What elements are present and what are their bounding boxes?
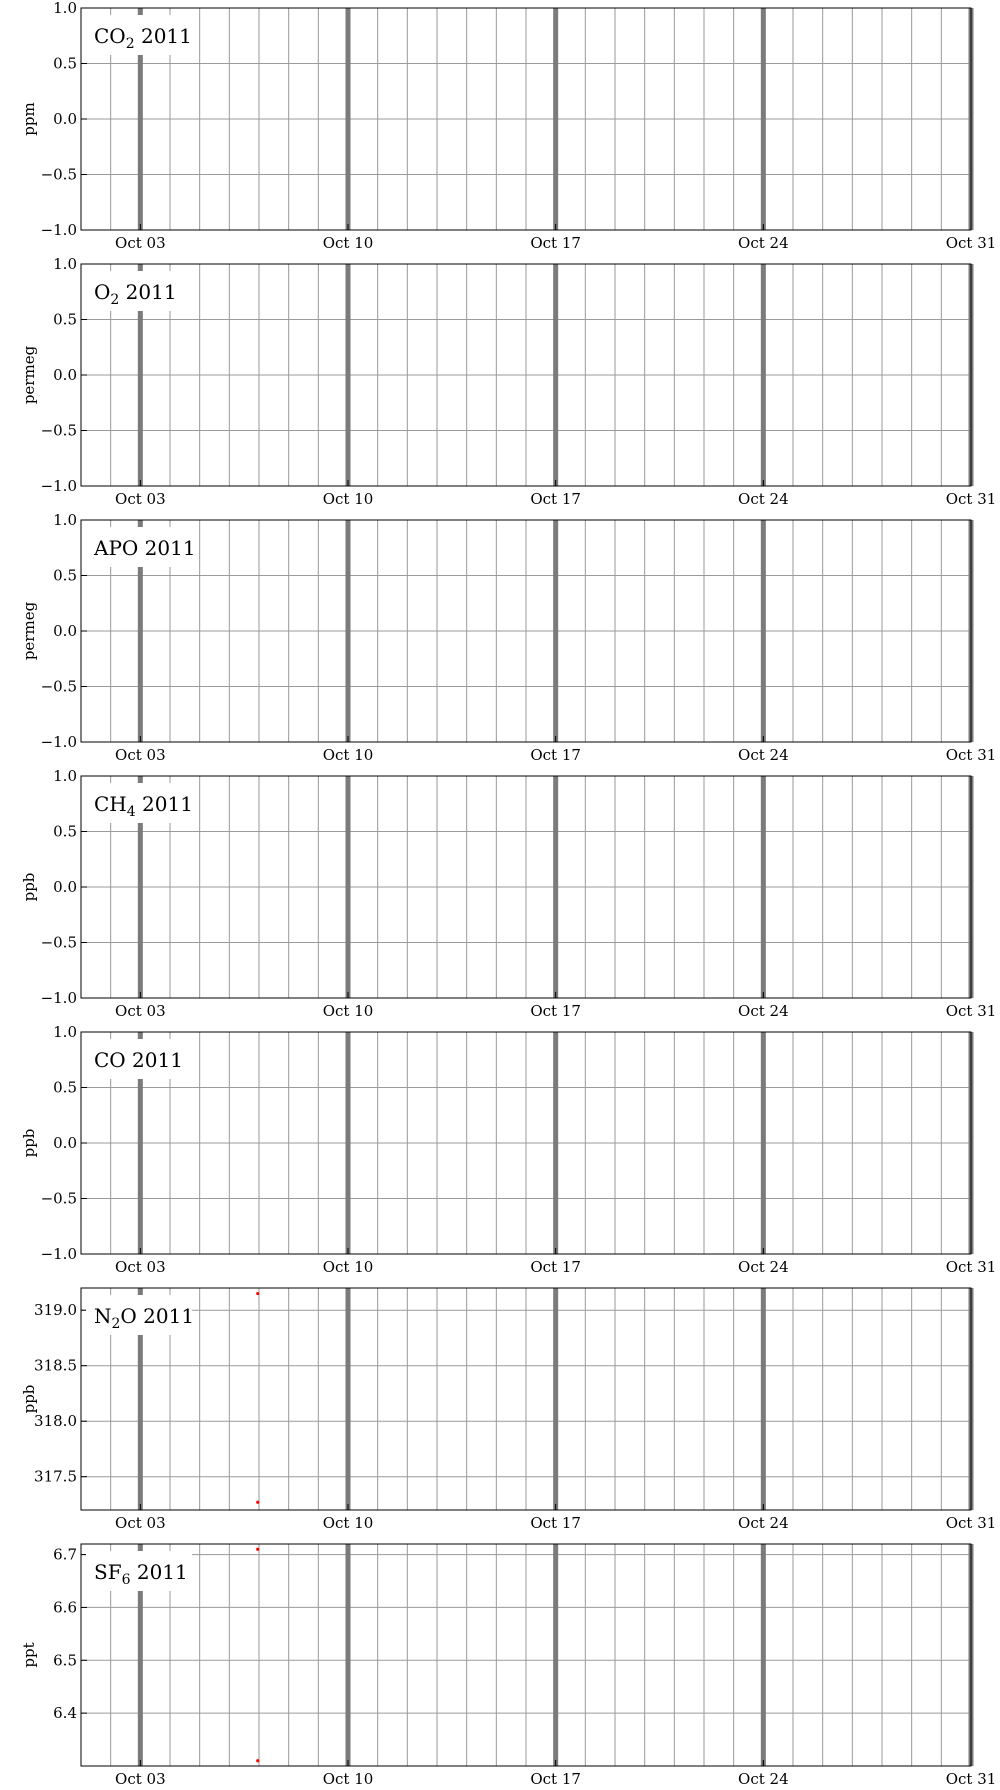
- panel-7: [20, 1544, 996, 1788]
- y-tick-label: −1.0: [40, 477, 77, 495]
- y-axis-label: ppb: [20, 1128, 38, 1158]
- x-tick-label: Oct 24: [738, 234, 789, 252]
- y-tick-label: 6.5: [53, 1651, 77, 1670]
- x-tick-label: Oct 24: [738, 1770, 789, 1788]
- panel-title: $O_2$ 2011: [94, 280, 177, 308]
- x-tick-label: Oct 31: [945, 234, 997, 252]
- panel-3: [20, 511, 996, 764]
- x-tick-label: Oct 03: [115, 490, 166, 508]
- y-tick-label: 1.0: [53, 767, 77, 785]
- y-tick-label: 6.6: [53, 1598, 77, 1617]
- y-tick-label: 6.4: [53, 1704, 77, 1723]
- y-tick-label: 0.5: [53, 566, 77, 585]
- y-axis-label: permeg: [20, 601, 38, 661]
- y-tick-label: −0.5: [40, 933, 77, 952]
- y-axis-label: ppb: [20, 1384, 38, 1414]
- panel-title: $SF_6$ 2011: [94, 1560, 188, 1588]
- x-tick-label: Oct 03: [115, 746, 166, 764]
- x-tick-label: Oct 17: [530, 490, 581, 508]
- y-tick-label: 0.0: [53, 622, 77, 640]
- y-tick-label: −1.0: [40, 733, 77, 751]
- y-tick-label: 0.0: [53, 366, 77, 384]
- y-axis-label: ppb: [20, 872, 38, 902]
- data-point: [256, 1759, 259, 1762]
- x-tick-label: Oct 17: [530, 1002, 581, 1020]
- panel-1: [20, 0, 996, 252]
- y-tick-label: 318.0: [34, 1412, 77, 1431]
- y-tick-label: 1.0: [53, 0, 77, 17]
- data-point: [256, 1501, 259, 1504]
- x-tick-label: Oct 31: [945, 1258, 997, 1276]
- x-tick-label: Oct 03: [115, 1514, 166, 1532]
- y-tick-label: 0.0: [53, 1134, 77, 1152]
- y-tick-label: 0.5: [53, 54, 77, 73]
- x-tick-label: Oct 03: [115, 1258, 166, 1276]
- y-tick-label: −0.5: [40, 421, 77, 440]
- panel-5: [20, 1023, 996, 1276]
- y-tick-label: 6.7: [53, 1545, 77, 1564]
- x-tick-label: Oct 24: [738, 490, 789, 508]
- panel-4: [20, 767, 996, 1020]
- y-tick-label: −1.0: [40, 989, 77, 1007]
- y-tick-label: 1.0: [53, 1023, 77, 1041]
- y-axis-label: ppt: [20, 1642, 38, 1668]
- x-tick-label: Oct 31: [945, 1770, 997, 1788]
- x-tick-label: Oct 03: [115, 1002, 166, 1020]
- x-tick-label: Oct 10: [322, 1514, 374, 1532]
- x-tick-label: Oct 10: [322, 1258, 374, 1276]
- panel-2: [20, 255, 996, 508]
- y-tick-label: 0.0: [53, 878, 77, 896]
- y-tick-label: 319.0: [34, 1301, 77, 1320]
- x-tick-label: Oct 17: [530, 1258, 581, 1276]
- y-tick-label: 0.5: [53, 310, 77, 329]
- x-tick-label: Oct 10: [322, 1002, 374, 1020]
- x-tick-label: Oct 31: [945, 490, 997, 508]
- x-tick-label: Oct 03: [115, 234, 166, 252]
- x-tick-label: Oct 31: [945, 746, 997, 764]
- x-tick-label: Oct 17: [530, 746, 581, 764]
- x-tick-label: Oct 10: [322, 1770, 374, 1788]
- x-tick-label: Oct 24: [738, 746, 789, 764]
- x-tick-label: Oct 17: [530, 1770, 581, 1788]
- data-point: [256, 1548, 259, 1551]
- y-tick-label: 317.5: [34, 1467, 77, 1486]
- x-tick-label: Oct 24: [738, 1258, 789, 1276]
- x-tick-label: Oct 31: [945, 1514, 997, 1532]
- x-tick-label: Oct 10: [322, 490, 374, 508]
- y-tick-label: 0.5: [53, 822, 77, 841]
- y-tick-label: −0.5: [40, 165, 77, 184]
- y-axis-label: ppm: [20, 102, 38, 136]
- y-axis-label: permeg: [20, 345, 38, 405]
- y-tick-label: 1.0: [53, 511, 77, 529]
- panel-title: $N_2O$ 2011: [94, 1304, 195, 1332]
- x-tick-label: Oct 10: [322, 234, 374, 252]
- y-tick-label: 0.0: [53, 110, 77, 128]
- x-tick-label: Oct 17: [530, 1514, 581, 1532]
- panel-6: [20, 1288, 996, 1532]
- panel-title: CO 2011: [94, 1048, 183, 1072]
- panel-title: APO 2011: [94, 536, 196, 560]
- y-tick-label: −1.0: [40, 1245, 77, 1263]
- data-point: [256, 1292, 259, 1295]
- y-tick-label: −0.5: [40, 677, 77, 696]
- x-tick-label: Oct 17: [530, 234, 581, 252]
- x-tick-label: Oct 03: [115, 1770, 166, 1788]
- y-tick-label: 318.5: [34, 1356, 77, 1375]
- x-tick-label: Oct 10: [322, 746, 374, 764]
- x-tick-label: Oct 24: [738, 1514, 789, 1532]
- y-tick-label: −0.5: [40, 1189, 77, 1208]
- x-tick-label: Oct 31: [945, 1002, 997, 1020]
- y-tick-label: 1.0: [53, 255, 77, 273]
- panel-title: $CO_2$ 2011: [94, 24, 192, 52]
- y-tick-label: 0.5: [53, 1078, 77, 1097]
- panel-title: $CH_4$ 2011: [94, 792, 193, 820]
- y-tick-label: −1.0: [40, 221, 77, 239]
- x-tick-label: Oct 24: [738, 1002, 789, 1020]
